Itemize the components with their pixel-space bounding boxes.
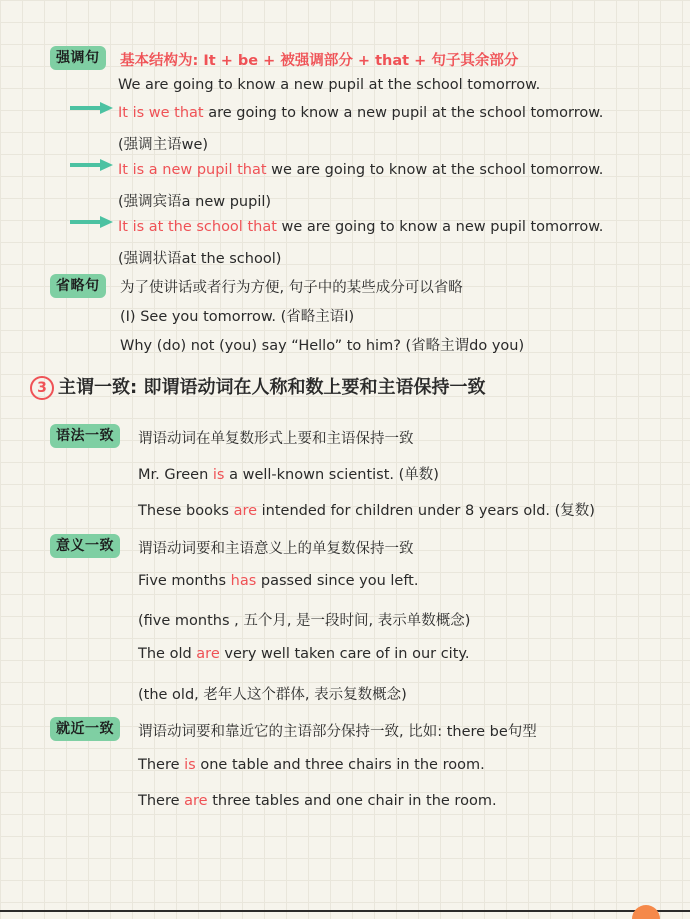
arrow-icon	[70, 215, 114, 229]
emphatic-example-object: It is a new pupil that we are going to know at the school tomorrow.	[118, 162, 604, 178]
notional-example-2: The old are very well taken care of in our city.	[138, 646, 470, 662]
emphatic-note-adverbial: (强调状语at the school)	[118, 251, 282, 267]
emphatic-structure: 基本结构为: It + be + 被强调部分 + that + 句子其余部分	[120, 53, 519, 69]
tag-proximity-agreement: 就近一致	[50, 717, 120, 741]
tag-ellipsis: 省略句	[50, 274, 106, 298]
ellipsis-example-2: Why (do) not (you) say “Hello” to him? (省略主谓do you)	[120, 338, 525, 354]
proximity-example-1: There is one table and three chairs in the room.	[138, 757, 485, 773]
emphatic-example-subject: It is we that are going to know a new pupil at the school tomorrow.	[118, 105, 604, 121]
page-corner-tab	[632, 905, 660, 919]
tag-grammatical-agreement: 语法一致	[50, 424, 120, 448]
ellipsis-example-1: (I) See you tomorrow. (省略主语I)	[120, 309, 355, 325]
section-3-title: 3 主谓一致: 即谓语动词在人称和数上要和主语保持一致	[30, 373, 485, 400]
circled-number: 3	[30, 376, 54, 400]
emphatic-note-subject: (强调主语we)	[118, 137, 209, 153]
arrow-icon	[70, 158, 114, 172]
ellipsis-description: 为了使讲话或者行为方便, 句子中的某些成分可以省略	[120, 280, 463, 296]
notional-note-2: (the old, 老年人这个群体, 表示复数概念)	[138, 687, 407, 703]
bottom-divider	[0, 910, 690, 912]
grammatical-agreement-desc: 谓语动词在单复数形式上要和主语保持一致	[138, 431, 414, 447]
notional-note-1: (five months , 五个月, 是一段时间, 表示单数概念)	[138, 613, 471, 629]
emphatic-example-adverbial: It is at the school that we are going to know a new pupil tomorrow.	[118, 219, 604, 235]
grammatical-example-1: Mr. Green is a well-known scientist. (单数)	[138, 467, 439, 483]
tag-notional-agreement: 意义一致	[50, 534, 120, 558]
tag-emphatic: 强调句	[50, 46, 106, 70]
proximity-agreement-desc: 谓语动词要和靠近它的主语部分保持一致, 比如: there be句型	[138, 724, 537, 740]
notional-example-1: Five months has passed since you left.	[138, 573, 419, 589]
grammatical-example-2: These books are intended for children under 8 years old. (复数)	[138, 503, 595, 519]
notional-agreement-desc: 谓语动词要和主语意义上的单复数保持一致	[138, 541, 414, 557]
emphatic-base-sentence: We are going to know a new pupil at the school tomorrow.	[118, 77, 541, 93]
arrow-icon	[70, 101, 114, 115]
emphatic-note-object: (强调宾语a new pupil)	[118, 194, 272, 210]
proximity-example-2: There are three tables and one chair in the room.	[138, 793, 497, 809]
